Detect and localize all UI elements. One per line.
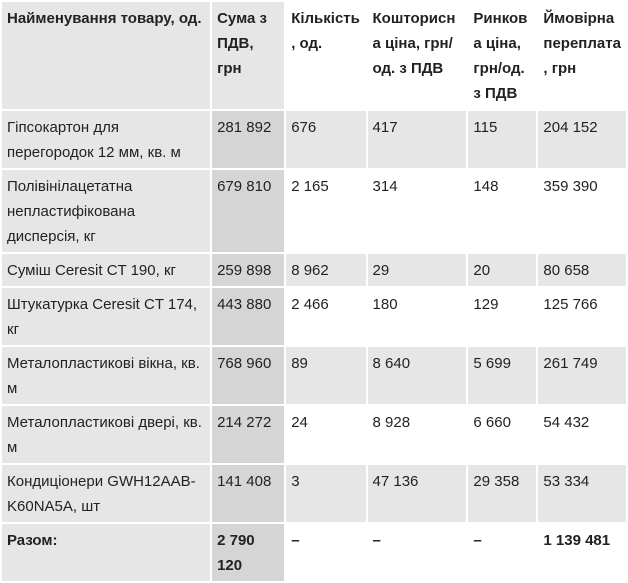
table-row: [2, 111, 626, 168]
cell-estimate-price: 180: [368, 288, 467, 345]
cell-sum: 281 892: [212, 111, 284, 168]
cell-estimate-price: 8 640: [368, 347, 467, 404]
cell-quantity: 24: [286, 406, 365, 463]
cell-estimate-price: 314: [368, 170, 467, 252]
table-total-row: [2, 524, 626, 581]
cell-overpayment: 54 432: [538, 406, 626, 463]
cell-overpayment: 204 152: [538, 111, 626, 168]
cell-name: Металопластикові вікна, кв. м: [2, 347, 210, 404]
cell-sum: 259 898: [212, 254, 284, 286]
cell-name: Полівінілацетатна непластифікована дисперсія, кг: [2, 170, 210, 252]
cell-estimate-price: 8 928: [368, 406, 467, 463]
cell-overpayment: 359 390: [538, 170, 626, 252]
table-row: [2, 288, 626, 345]
cell-quantity: 8 962: [286, 254, 365, 286]
table-row: [2, 347, 626, 404]
table-row: [2, 406, 626, 463]
header-quantity: Кількість, од.: [286, 2, 365, 109]
cell-name: Гіпсокартон для перегородок 12 мм, кв. м: [2, 111, 210, 168]
cell-overpayment: 125 766: [538, 288, 626, 345]
table-row: [2, 170, 626, 252]
cell-sum: 679 810: [212, 170, 284, 252]
cell-quantity: 2 165: [286, 170, 365, 252]
cell-estimate-price: 29: [368, 254, 467, 286]
table-header-row: [2, 2, 626, 109]
cell-quantity: 3: [286, 465, 365, 522]
cell-sum: 141 408: [212, 465, 284, 522]
total-estimate-price: –: [368, 524, 467, 581]
cell-quantity: 89: [286, 347, 365, 404]
total-market-price: –: [468, 524, 536, 581]
total-label: Разом:: [2, 524, 210, 581]
cell-sum: 443 880: [212, 288, 284, 345]
total-sum: 2 790 120: [212, 524, 284, 581]
table-row: [2, 254, 626, 286]
cell-quantity: 676: [286, 111, 365, 168]
header-sum: Сума з ПДВ, грн: [212, 2, 284, 109]
cell-name: Металопластикові двері, кв. м: [2, 406, 210, 463]
header-estimate-price: Кошторисна ціна, грн/ од. з ПДВ: [368, 2, 467, 109]
cell-name: Штукатурка Ceresit CT 174, кг: [2, 288, 210, 345]
cell-sum: 214 272: [212, 406, 284, 463]
table-row: [2, 465, 626, 522]
cell-market-price: 115: [468, 111, 536, 168]
header-name: Найменування товару, од.: [2, 2, 210, 109]
header-market-price: Ринкова ціна, грн/од. з ПДВ: [468, 2, 536, 109]
cell-overpayment: 80 658: [538, 254, 626, 286]
header-overpayment: Ймовірна переплата, грн: [538, 2, 626, 109]
cell-market-price: 129: [468, 288, 536, 345]
cell-overpayment: 261 749: [538, 347, 626, 404]
total-quantity: –: [286, 524, 365, 581]
cell-market-price: 29 358: [468, 465, 536, 522]
cell-market-price: 6 660: [468, 406, 536, 463]
cell-name: Кондиціонери GWH12AAB-K60NA5A, шт: [2, 465, 210, 522]
cell-estimate-price: 417: [368, 111, 467, 168]
cell-sum: 768 960: [212, 347, 284, 404]
cell-estimate-price: 47 136: [368, 465, 467, 522]
cell-quantity: 2 466: [286, 288, 365, 345]
total-overpayment: 1 139 481: [538, 524, 626, 581]
cell-market-price: 5 699: [468, 347, 536, 404]
cell-market-price: 148: [468, 170, 536, 252]
table-body: [2, 2, 626, 581]
cell-name: Суміш Ceresit CT 190, кг: [2, 254, 210, 286]
cell-market-price: 20: [468, 254, 536, 286]
cell-overpayment: 53 334: [538, 465, 626, 522]
